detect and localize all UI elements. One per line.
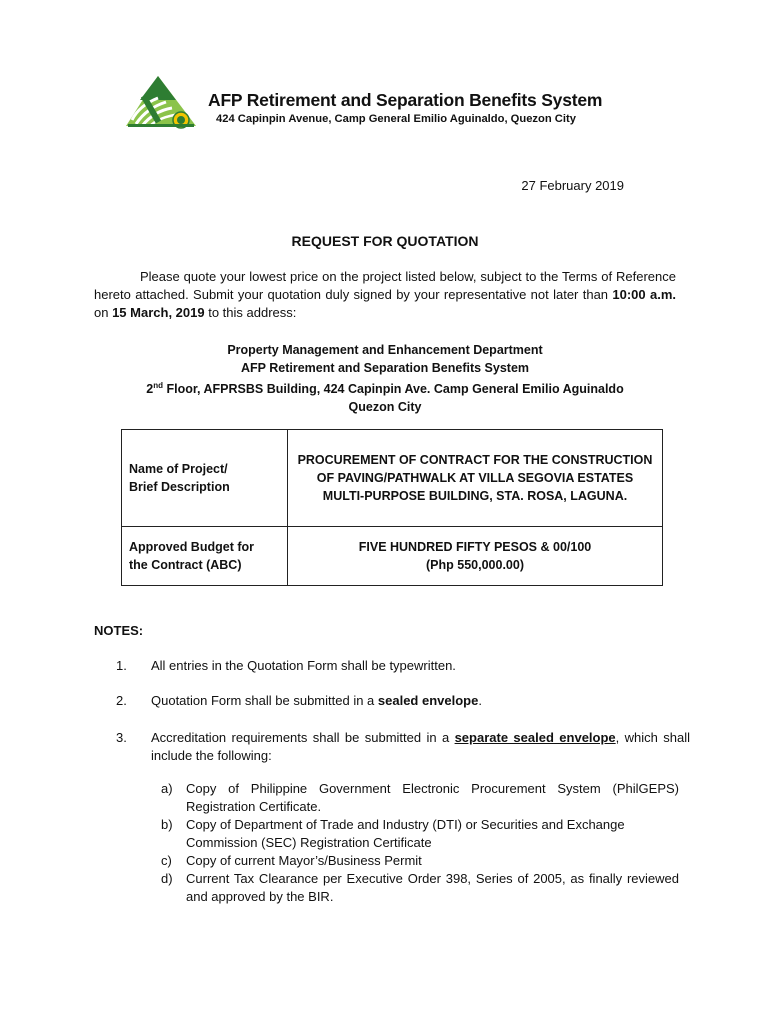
sub-item-letter: b) [161, 817, 173, 832]
note-number: 1. [116, 658, 127, 673]
intro-deadline: 15 March, 2019 [112, 305, 205, 320]
value-line: (Php 550,000.00) [426, 558, 524, 572]
value-line: MULTI-PURPOSE BUILDING, STA. ROSA, LAGUNA. [322, 489, 628, 503]
value-line: FIVE HUNDRED FIFTY PESOS & 00/100 [358, 540, 592, 554]
note-text-part: Accreditation requirements shall be submitted in a [151, 730, 455, 745]
note-text [151, 729, 690, 765]
label-line: the Contract (ABC) [129, 558, 242, 572]
sub-item-line: Copy of Department of Trade and Industry (DTI) or Securities and Exchange [186, 817, 625, 832]
note-text: All entries in the Quotation Form shall be typewritten. [151, 658, 456, 673]
project-name-value [288, 430, 663, 527]
sub-item-line: Commission (SEC) Registration Certificate [186, 835, 432, 850]
note-text-part: , which shall include the following: [151, 730, 690, 763]
note-number: 2. [116, 693, 127, 708]
table-row [122, 430, 663, 527]
sub-item-text [186, 816, 679, 852]
sub-item-text: Copy of Philippine Government Electronic Procurement System (PhilGEPS) Registration Certificate. [186, 781, 679, 814]
note-text [151, 692, 690, 710]
budget-value [288, 527, 663, 586]
intro-time: 10:00 a.m. [612, 287, 677, 302]
note-text-bold-underlined: separate sealed envelope [454, 730, 616, 745]
sub-item-letter: d) [161, 871, 173, 886]
budget-label [122, 527, 288, 586]
document-title: REQUEST FOR QUOTATION [291, 233, 479, 249]
note-text-bold: sealed envelope [377, 693, 479, 708]
value-line: OF PAVING/PATHWALK AT VILLA SEGOVIA ESTATES [316, 471, 634, 485]
intro-text-2: on [94, 305, 113, 320]
address-floor-rest: Floor, AFPRSBS Building, 424 Capinpin Ave. Camp General Emilio Aguinaldo [163, 382, 624, 397]
label-line: Approved Budget for [129, 540, 254, 554]
org-name: AFP Retirement and Separation Benefits System [208, 90, 603, 110]
document-date: 27 February 2019 [521, 178, 624, 193]
address-line-2: AFP Retirement and Separation Benefits System [240, 361, 530, 375]
note-text-part: . [478, 693, 482, 708]
sub-item-letter: a) [161, 781, 173, 796]
address-line-4: Quezon City [348, 400, 422, 415]
table-row [122, 527, 663, 586]
submission-address [0, 341, 770, 416]
sub-item-letter: c) [161, 853, 172, 868]
intro-paragraph [94, 268, 676, 322]
intro-text-1: Please quote your lowest price on the project listed below, subject to the Terms of Reference hereto attached. Submit your quotation duly signed by your representative not later than [94, 269, 676, 302]
afprsbs-logo-icon [124, 74, 198, 130]
address-line-3 [0, 377, 770, 398]
sub-item-text: Current Tax Clearance per Executive Order 398, Series of 2005, as finally reviewed and approved by the BIR. [186, 871, 679, 904]
address-floor-suffix: nd [153, 381, 163, 390]
note-text-part: Quotation Form shall be submitted in a [151, 693, 378, 708]
intro-text-3: to this address: [204, 305, 297, 320]
project-info-table [121, 429, 663, 586]
label-line: Name of Project/ [129, 462, 228, 476]
project-name-label [122, 430, 288, 527]
org-address: 424 Capinpin Avenue, Camp General Emilio Aguinaldo, Quezon City [216, 113, 576, 125]
notes-heading: NOTES: [94, 623, 144, 638]
value-line: PROCUREMENT OF CONTRACT FOR THE CONSTRUCTION [297, 453, 653, 467]
address-line-1: Property Management and Enhancement Department [227, 343, 543, 357]
sub-item-text: Copy of current Mayor’s/Business Permit [186, 853, 422, 868]
address-floor-number: 2 [146, 382, 154, 397]
note-number: 3. [116, 730, 127, 745]
label-line: Brief Description [129, 480, 230, 494]
